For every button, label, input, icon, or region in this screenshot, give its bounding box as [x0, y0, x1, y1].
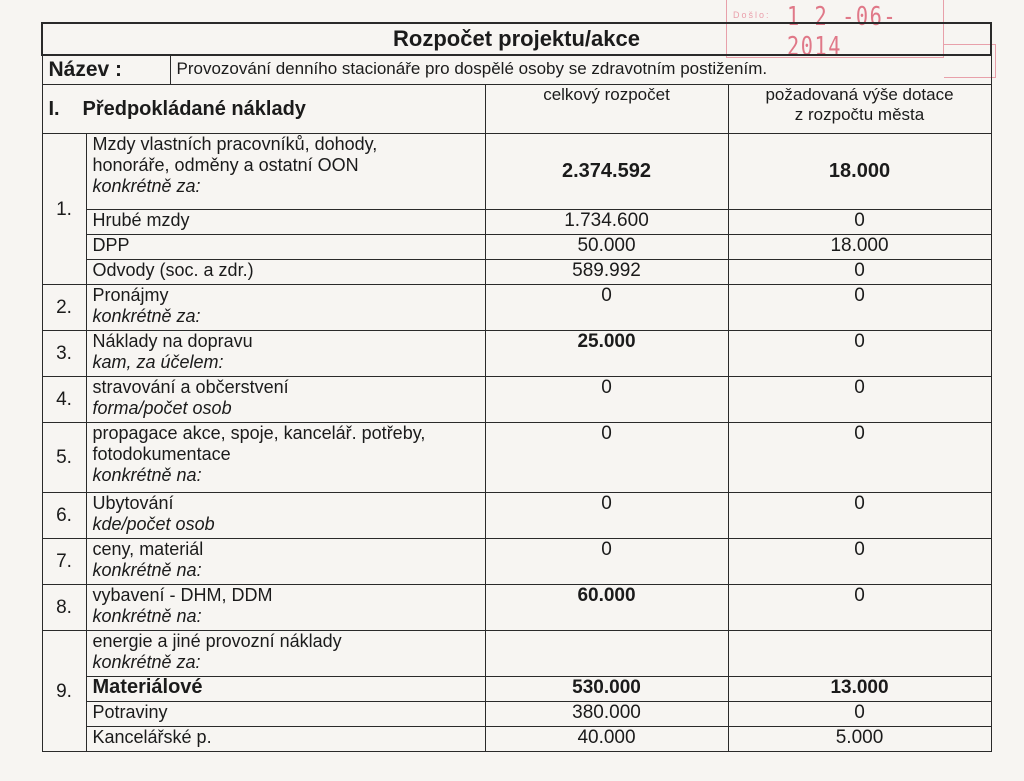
row-8-grant: 0	[728, 585, 991, 631]
row-9-sub-label: Potraviny	[86, 702, 485, 727]
row-6-total: 0	[485, 493, 728, 539]
row-1-sub-total: 589.992	[485, 260, 728, 285]
row-9-sub-total: 40.000	[485, 727, 728, 752]
row-5-number: 5.	[42, 423, 86, 493]
table-row	[42, 677, 991, 702]
row-6	[42, 493, 991, 539]
budget-table	[41, 22, 992, 752]
row-4-total: 0	[485, 377, 728, 423]
row-9-sub-grant: 13.000	[728, 677, 991, 702]
section-label: Předpokládané náklady	[82, 97, 306, 120]
row-4-label	[86, 377, 485, 423]
col-total-label: celkový rozpočet	[543, 85, 670, 104]
row-8-total: 60.000	[485, 585, 728, 631]
row-5-line1: propagace akce, spoje, kancelář. potřeby,	[92, 423, 426, 443]
row-9-sub-total: 530.000	[485, 677, 728, 702]
row-7-grant: 0	[728, 539, 991, 585]
row-9-line1: energie a jiné provozní náklady	[92, 631, 342, 651]
row-1-sub-grant: 0	[728, 260, 991, 285]
row-1-number: 1.	[42, 134, 86, 285]
row-3-label	[86, 331, 485, 377]
row-8-number: 8.	[42, 585, 86, 631]
row-2-label	[86, 285, 485, 331]
row-5-line2: fotodokumentace	[92, 444, 231, 464]
row-1-sub-total: 1.734.600	[485, 210, 728, 235]
row-9-total-empty	[485, 631, 728, 677]
row-6-line1: Ubytování	[92, 493, 174, 513]
row-1-sub-grant: 18.000	[728, 235, 991, 260]
col-head-grant	[728, 85, 991, 134]
row-5-total: 0	[485, 423, 728, 493]
row-6-number: 6.	[42, 493, 86, 539]
row-1-label	[86, 134, 485, 210]
row-8-label	[86, 585, 485, 631]
row-8	[42, 585, 991, 631]
row-1-line2: honoráře, odměny a ostatní OON	[92, 155, 359, 175]
name-value: Provozování denního stacionáře pro dospělé osoby se zdravotním postižením.	[176, 59, 768, 78]
row-2-line1: Pronájmy	[92, 285, 169, 305]
row-1-total: 2.374.592	[485, 134, 728, 210]
row-7-label	[86, 539, 485, 585]
row-2-grant: 0	[728, 285, 991, 331]
row-1-sub-label: Hrubé mzdy	[86, 210, 485, 235]
row-7-line2: konkrétně na:	[92, 560, 202, 580]
row-9-label	[86, 631, 485, 677]
row-5-grant: 0	[728, 423, 991, 493]
section-number: I.	[48, 97, 60, 120]
row-2-total: 0	[485, 285, 728, 331]
row-1-main	[42, 134, 991, 210]
row-7-total: 0	[485, 539, 728, 585]
table-row	[42, 235, 991, 260]
stamp-date: 1 2 -06- 2014	[787, 2, 898, 62]
row-9-main	[42, 631, 991, 677]
row-9-sub-grant: 0	[728, 702, 991, 727]
row-3-total: 25.000	[485, 331, 728, 377]
row-2	[42, 285, 991, 331]
col-head-total	[485, 85, 728, 134]
row-7-line1: ceny, materiál	[92, 539, 204, 559]
row-9-sub-total: 380.000	[485, 702, 728, 727]
row-1-line3: konkrétně za:	[92, 176, 201, 196]
row-9-line2: konkrétně za:	[92, 652, 201, 672]
row-6-line2: kde/počet osob	[92, 514, 215, 534]
row-4	[42, 377, 991, 423]
row-4-number: 4.	[42, 377, 86, 423]
table-row	[42, 727, 991, 752]
row-9-number: 9.	[42, 631, 86, 752]
row-4-line1: stravování a občerstvení	[92, 377, 289, 397]
row-8-line1: vybavení - DHM, DDM	[92, 585, 273, 605]
row-3	[42, 331, 991, 377]
row-5	[42, 423, 991, 493]
row-7-number: 7.	[42, 539, 86, 585]
row-4-grant: 0	[728, 377, 991, 423]
row-1-sub-grant: 0	[728, 210, 991, 235]
row-1-line1: Mzdy vlastních pracovníků, dohody,	[92, 134, 378, 154]
row-2-line2: konkrétně za:	[92, 306, 201, 326]
row-9-sub-label: Materiálové	[86, 677, 485, 702]
row-7	[42, 539, 991, 585]
row-1-sub-total: 50.000	[485, 235, 728, 260]
title-row	[42, 23, 991, 55]
table-row	[42, 702, 991, 727]
col-grant-line1: požadovaná výše dotace	[765, 85, 954, 104]
name-row	[42, 55, 991, 85]
row-6-label	[86, 493, 485, 539]
table-row	[42, 210, 991, 235]
row-1-sub-label: Odvody (soc. a zdr.)	[86, 260, 485, 285]
row-2-number: 2.	[42, 285, 86, 331]
row-9-grant-empty	[728, 631, 991, 677]
row-9-sub-grant: 5.000	[728, 727, 991, 752]
stamp-label: Došlo:	[733, 10, 771, 20]
row-3-line1: Náklady na dopravu	[92, 331, 253, 351]
row-3-number: 3.	[42, 331, 86, 377]
document-title: Rozpočet projektu/akce	[42, 23, 991, 55]
row-5-line3: konkrétně na:	[92, 465, 202, 485]
table-row	[42, 260, 991, 285]
row-5-label	[86, 423, 485, 493]
section-header-row	[42, 85, 991, 134]
row-3-grant: 0	[728, 331, 991, 377]
row-1-grant: 18.000	[728, 134, 991, 210]
row-4-line2: forma/počet osob	[92, 398, 232, 418]
section-heading	[42, 85, 485, 134]
name-label: Název :	[43, 56, 171, 84]
row-8-line2: konkrétně na:	[92, 606, 202, 626]
row-1-sub-label: DPP	[86, 235, 485, 260]
row-6-grant: 0	[728, 493, 991, 539]
col-grant-line2: z rozpočtu města	[794, 105, 925, 124]
row-9-sub-label: Kancelářské p.	[86, 727, 485, 752]
row-3-line2: kam, za účelem:	[92, 352, 224, 372]
